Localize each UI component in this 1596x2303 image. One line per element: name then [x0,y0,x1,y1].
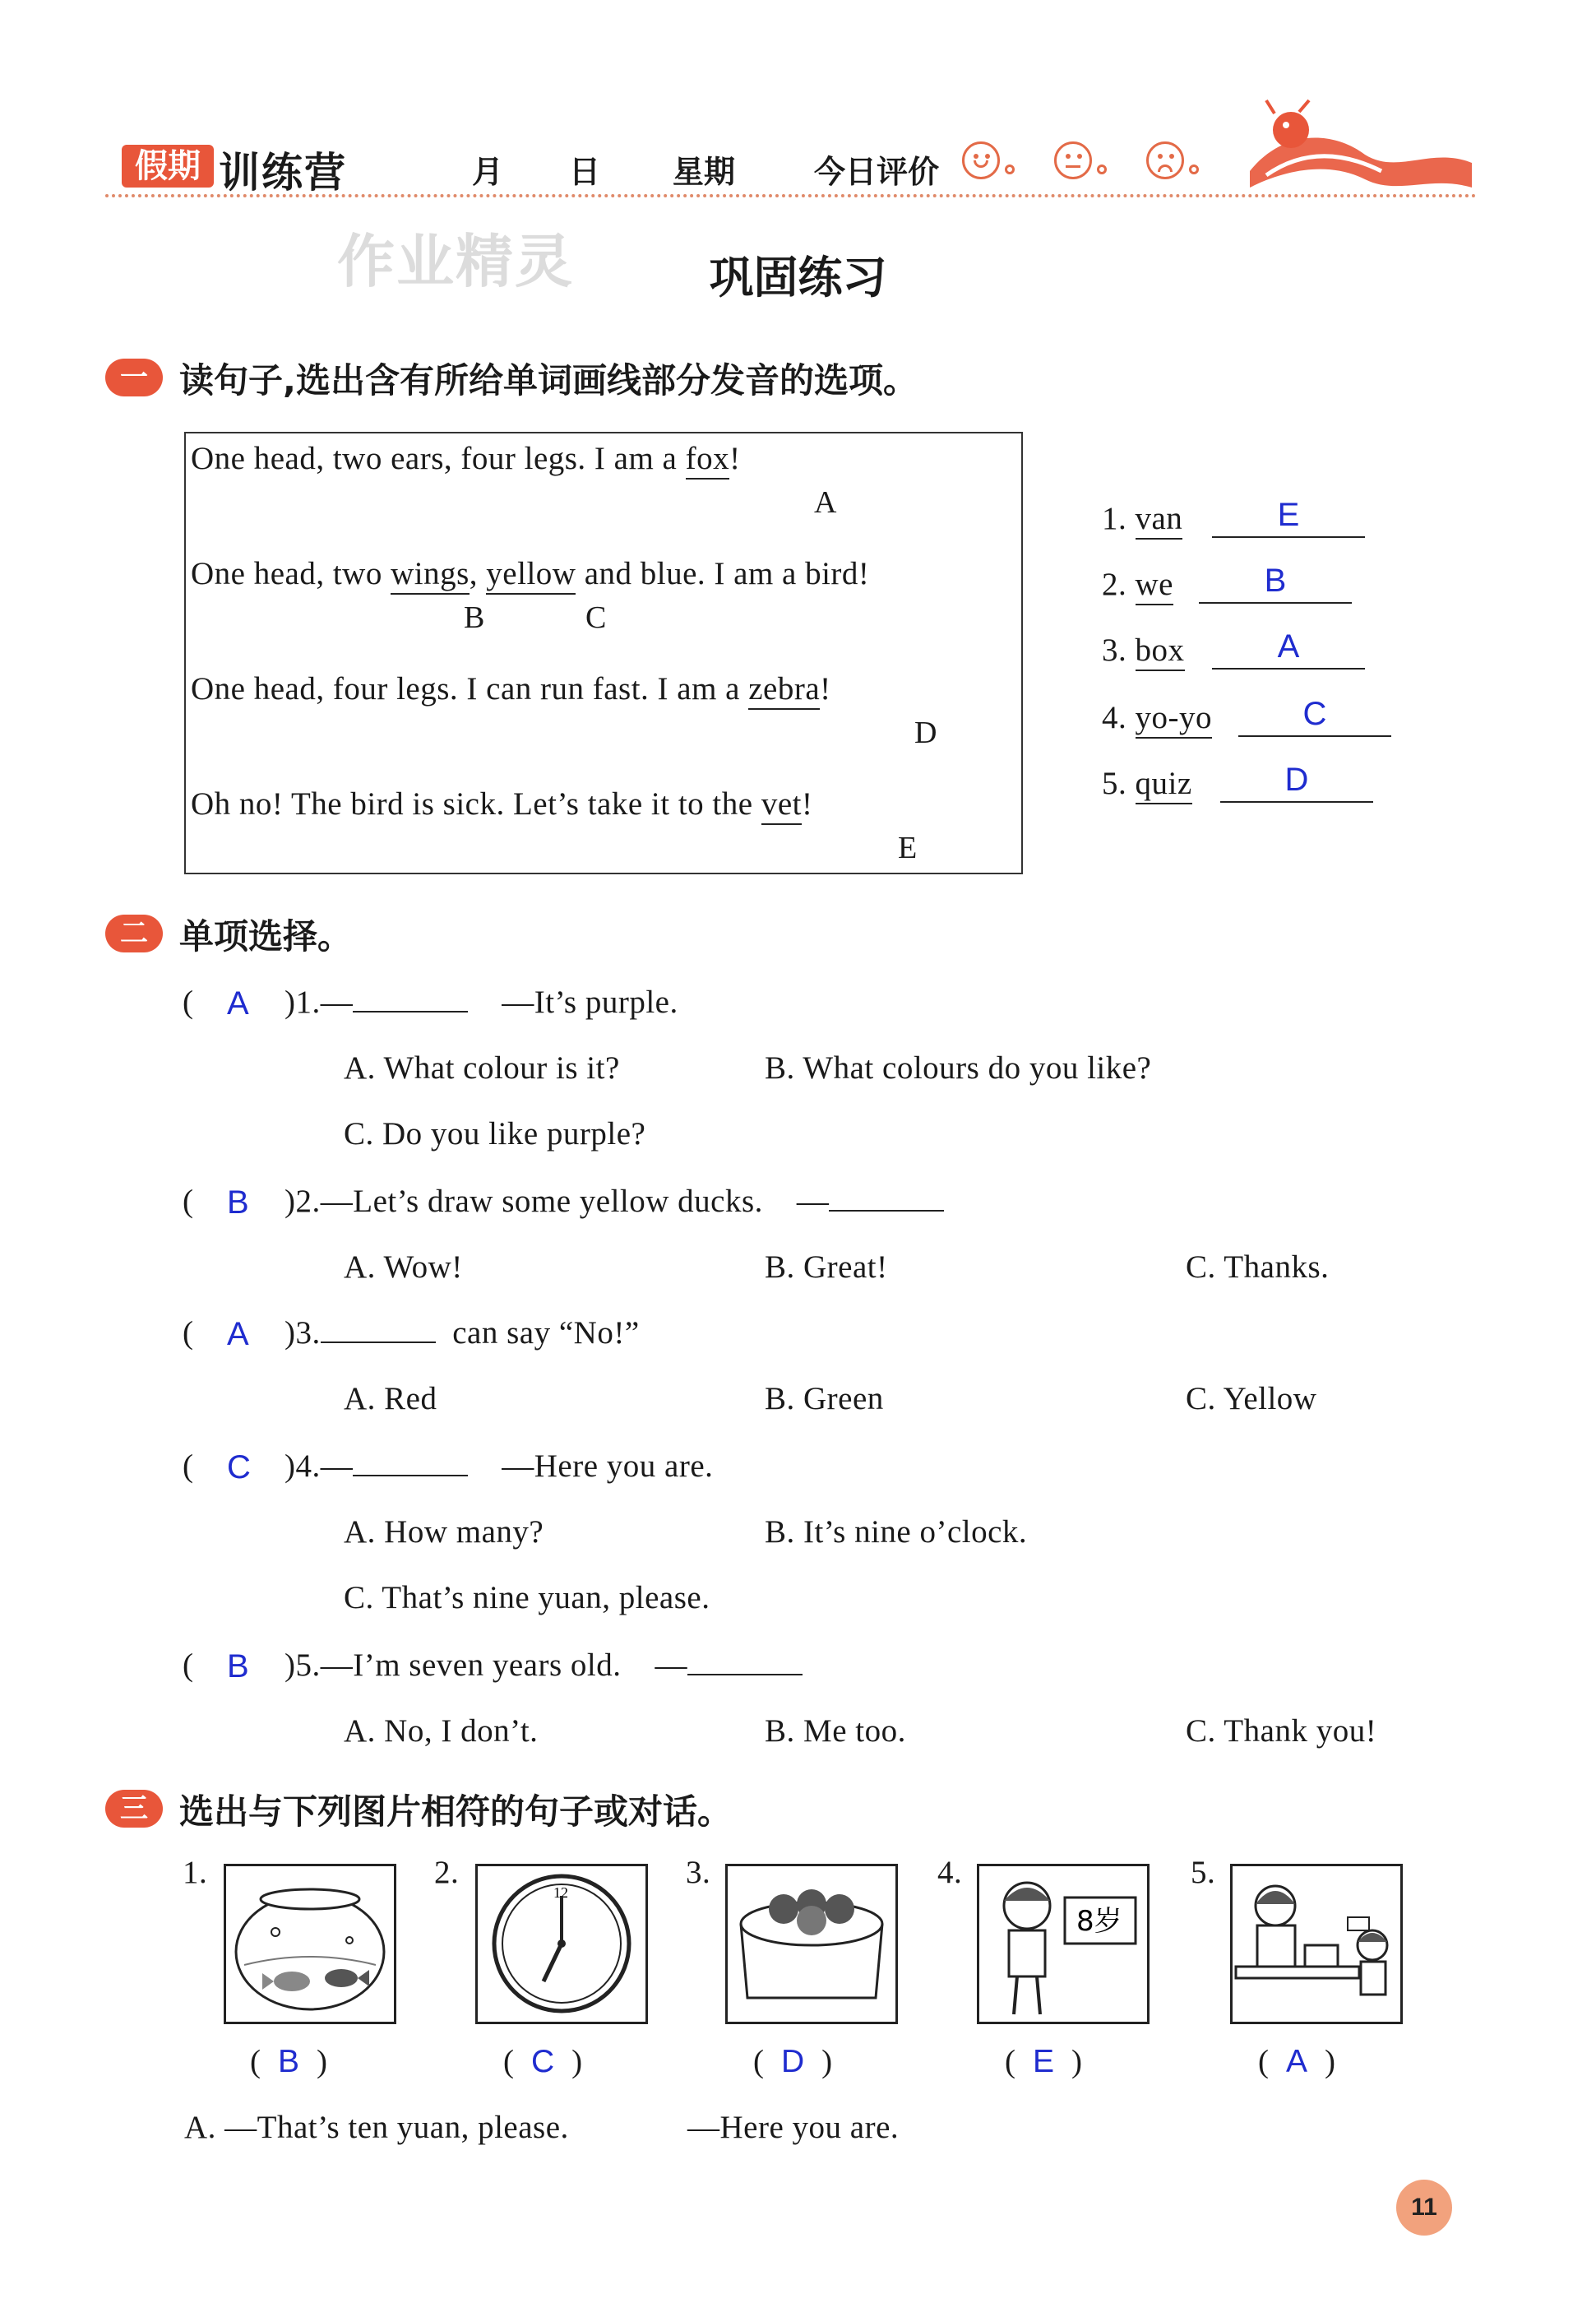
fishbowl-icon [226,1866,394,2022]
q1-option-a[interactable]: A. What colour is it? [344,1050,620,1086]
clock-icon [478,1866,645,2022]
picture-2-number: 2. [434,1855,460,1890]
answer-blank[interactable]: D [1220,762,1373,803]
item-2: 2. we [1102,566,1173,603]
paren-open: ( [183,1647,194,1683]
picture-4-answer-slot[interactable]: ( E ) [1005,2044,1083,2079]
q3-option-c[interactable]: C. Yellow [1186,1381,1317,1416]
boy-icon [979,1866,1147,2022]
q2-option-a[interactable]: A. Wow! [344,1249,463,1285]
picture-1-answer-slot[interactable]: ( B ) [250,2044,328,2079]
q1-stem: )1.— —It’s purple. [285,985,678,1020]
sentence-1: One head, two ears, four legs. I am a fox! [191,440,741,477]
picture-2-answer-slot[interactable]: ( C ) [503,2044,583,2079]
q3-option-b[interactable]: B. Green [765,1381,884,1416]
boy-age-picture [977,1864,1150,2024]
picture-4-number: 4. [937,1855,963,1890]
answer-blank[interactable]: B [1199,563,1352,604]
clock-picture [475,1864,648,2024]
age-sign-text: 8岁 [1076,1905,1122,1938]
item-4: 4. yo-yo [1102,699,1212,736]
clock-twelve-label: 12 [553,1884,568,1901]
item-1: 1. van [1102,500,1182,537]
page-title: 巩固练习 [709,252,887,304]
q3-stem: )3. can say “No!” [285,1315,640,1351]
picture-1-number: 1. [183,1855,208,1890]
rating-dot-icon [1189,164,1199,174]
section-3-instruction: 选出与下列图片相符的句子或对话。 [179,1791,733,1832]
q1-answer[interactable]: A [227,985,249,1022]
section-1-instruction: 读句子,选出含有所给单词画线部分发音的选项。 [179,360,918,401]
q4-option-c[interactable]: C. That’s nine yuan, please. [344,1580,710,1615]
q1-option-b[interactable]: B. What colours do you like? [765,1050,1152,1086]
paren-open: ( [183,1315,194,1351]
sentence-2: One head, two wings, yellow and blue. I am a bird! [191,555,869,592]
q5-answer[interactable]: B [227,1648,249,1684]
picture-3-answer-slot[interactable]: ( D ) [753,2044,833,2079]
shop-icon [1233,1866,1400,2022]
q5-option-c[interactable]: C. Thank you! [1186,1713,1377,1749]
q4-stem: )4.— —Here you are. [285,1448,714,1484]
weekday-label: 星期 [673,154,736,190]
q4-option-a[interactable]: A. How many? [344,1514,544,1550]
option-a-right[interactable]: —Here you are. [687,2110,900,2145]
q3-answer[interactable]: A [227,1316,249,1352]
picture-3-number: 3. [686,1855,711,1890]
sentence-4: Oh no! The bird is sick. Let’s take it to the vet! [191,785,812,822]
smile-face-icon[interactable] [962,141,1000,179]
section-3-badge: 三 [105,1790,163,1828]
label-b: B [464,600,485,635]
q3-option-a[interactable]: A. Red [344,1381,437,1416]
answer-blank[interactable]: E [1212,497,1365,538]
sentence-box [184,432,1023,874]
paren-open: ( [183,985,194,1020]
paren-open: ( [183,1448,194,1484]
sentence-3: One head, four legs. I can run fast. I am a zebra! [191,670,831,707]
rating-label: 今日评价 [814,154,940,190]
q2-answer[interactable]: B [227,1184,249,1221]
q2-option-c[interactable]: C. Thanks. [1186,1249,1330,1285]
label-d: D [914,716,937,750]
item-5: 5. quiz [1102,765,1192,802]
q5-stem: )5.—I’m seven years old. — [285,1647,803,1684]
q2-stem: )2.—Let’s draw some yellow ducks. — [285,1183,944,1220]
q2-option-b[interactable]: B. Great! [765,1249,888,1285]
item-3: 3. box [1102,632,1185,669]
brand-badge: 假期 [122,145,214,188]
section-2-badge: 二 [105,915,163,952]
label-e: E [898,831,918,865]
day-label: 日 [569,154,601,190]
rating-dot-icon [1097,164,1107,174]
sad-face-icon[interactable] [1146,141,1184,179]
page-number: 11 [1396,2180,1452,2236]
answer-blank[interactable]: C [1238,696,1391,737]
label-a: A [814,485,837,520]
dragon-decoration-icon [1233,97,1480,196]
picture-5-number: 5. [1191,1855,1216,1890]
option-a-left[interactable]: A. —That’s ten yuan, please. [184,2110,569,2145]
brand-title: 训练营 [219,149,347,197]
q4-option-b[interactable]: B. It’s nine o’clock. [765,1514,1028,1550]
q1-option-c[interactable]: C. Do you like purple? [344,1116,646,1152]
picture-5-answer-slot[interactable]: ( A ) [1258,2044,1336,2079]
rating-dot-icon [1005,164,1015,174]
section-1-badge: 一 [105,359,163,396]
answer-blank[interactable]: A [1212,628,1365,670]
label-c: C [585,600,607,635]
q5-option-b[interactable]: B. Me too. [765,1713,906,1749]
watermark: 作业精灵 [337,228,574,295]
apples-table-icon [728,1866,895,2022]
apples-table-picture [725,1864,898,2024]
section-2-instruction: 单项选择。 [179,916,353,957]
fishbowl-picture [224,1864,396,2024]
q4-answer[interactable]: C [227,1449,251,1485]
q5-option-a[interactable]: A. No, I don’t. [344,1713,539,1749]
paren-open: ( [183,1184,194,1219]
month-label: 月 [472,154,504,190]
neutral-face-icon[interactable] [1054,141,1092,179]
shop-counter-picture [1230,1864,1403,2024]
header-divider [105,194,1477,197]
